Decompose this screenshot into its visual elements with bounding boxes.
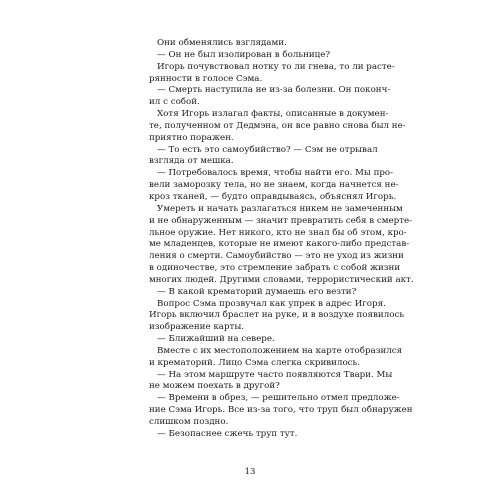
text-line: ме младенцев, которые не имеют какого-либо представ- bbox=[149, 239, 410, 250]
text-line: слишком поздно. bbox=[149, 417, 229, 427]
text-line: — Безопаснее сжечь труп тут. bbox=[157, 428, 298, 439]
text-line: и не обнаруженным — значит превратить себя в смерте- bbox=[149, 215, 413, 226]
text-line: — Времени в обрез, — решительно отмел предложе- bbox=[157, 393, 400, 404]
text-line: вели заморозку тела, но не знаем, когда начнется не- bbox=[149, 180, 399, 191]
page-number: 13 bbox=[244, 467, 256, 477]
text-line: Умереть и начать разлагаться никем не замеченным bbox=[157, 203, 403, 214]
text-line: Игорь включил браслет на руке, и в воздухе появилось bbox=[149, 310, 405, 321]
text-line: — То есть это самоубийство? — Сэм не отрывал bbox=[157, 144, 378, 155]
text-line: Игорь почувствовал нотку то ли гнева, то ли расте- bbox=[157, 61, 395, 72]
text-line: Вместе с их местоположением на карте отобразился bbox=[157, 345, 403, 356]
text-line: Они обменялись взглядами. bbox=[157, 38, 287, 48]
text-line: — Смерть наступила не из-за болезни. Он поконч- bbox=[157, 85, 391, 96]
text-line: Вопрос Сэма прозвучал как упрек в адрес Игоря. bbox=[157, 298, 386, 309]
text-line: — Ближайший на севере. bbox=[157, 334, 275, 345]
text-line: приятно поражен. bbox=[149, 132, 234, 143]
text-line: многих людей. Другими словами, террористический акт. bbox=[149, 274, 414, 285]
text-line: изображение карты. bbox=[149, 322, 244, 333]
text-line: Хотя Игорь излагал факты, описанные в докумен- bbox=[157, 109, 389, 120]
text-line: ления о смерти. Самоубийство — это не уход из жизни bbox=[149, 251, 404, 262]
text-line: не можем поехать в другой? bbox=[149, 381, 280, 392]
text-line: взгляда от мешка. bbox=[149, 156, 234, 167]
text-line: ние Сэма Игорь. Все из-за того, что труп был обнаружен bbox=[149, 405, 413, 416]
text-line: и крематорий. Лицо Сэма слегка скривилось. bbox=[149, 357, 361, 368]
text-line: те, полученном от Дедмэна, он все равно снова был не- bbox=[149, 120, 406, 131]
body-text bbox=[149, 38, 414, 441]
text-line: — В какой крематорий думаешь его везти? bbox=[157, 286, 357, 297]
text-line: льное оружие. Нет никого, кто не знал бы об этом, кро- bbox=[149, 227, 407, 238]
text-line: — На этом маршруте часто появляются Твари. Мы bbox=[157, 369, 393, 380]
text-line: рянности в голосе Сэма. bbox=[149, 73, 263, 84]
text-line: — Он не был изолирован в больнице? bbox=[157, 49, 331, 60]
text-line: — Потребовалось время, чтобы найти его. Мы про- bbox=[157, 168, 394, 179]
text-line: ил с собой. bbox=[149, 97, 200, 108]
text-line: в одиночестве, это стремление забрать с собой жизни bbox=[149, 263, 401, 274]
text-line: кроз тканей, — будто оправдываясь, объяснял Игорь. bbox=[149, 191, 397, 202]
